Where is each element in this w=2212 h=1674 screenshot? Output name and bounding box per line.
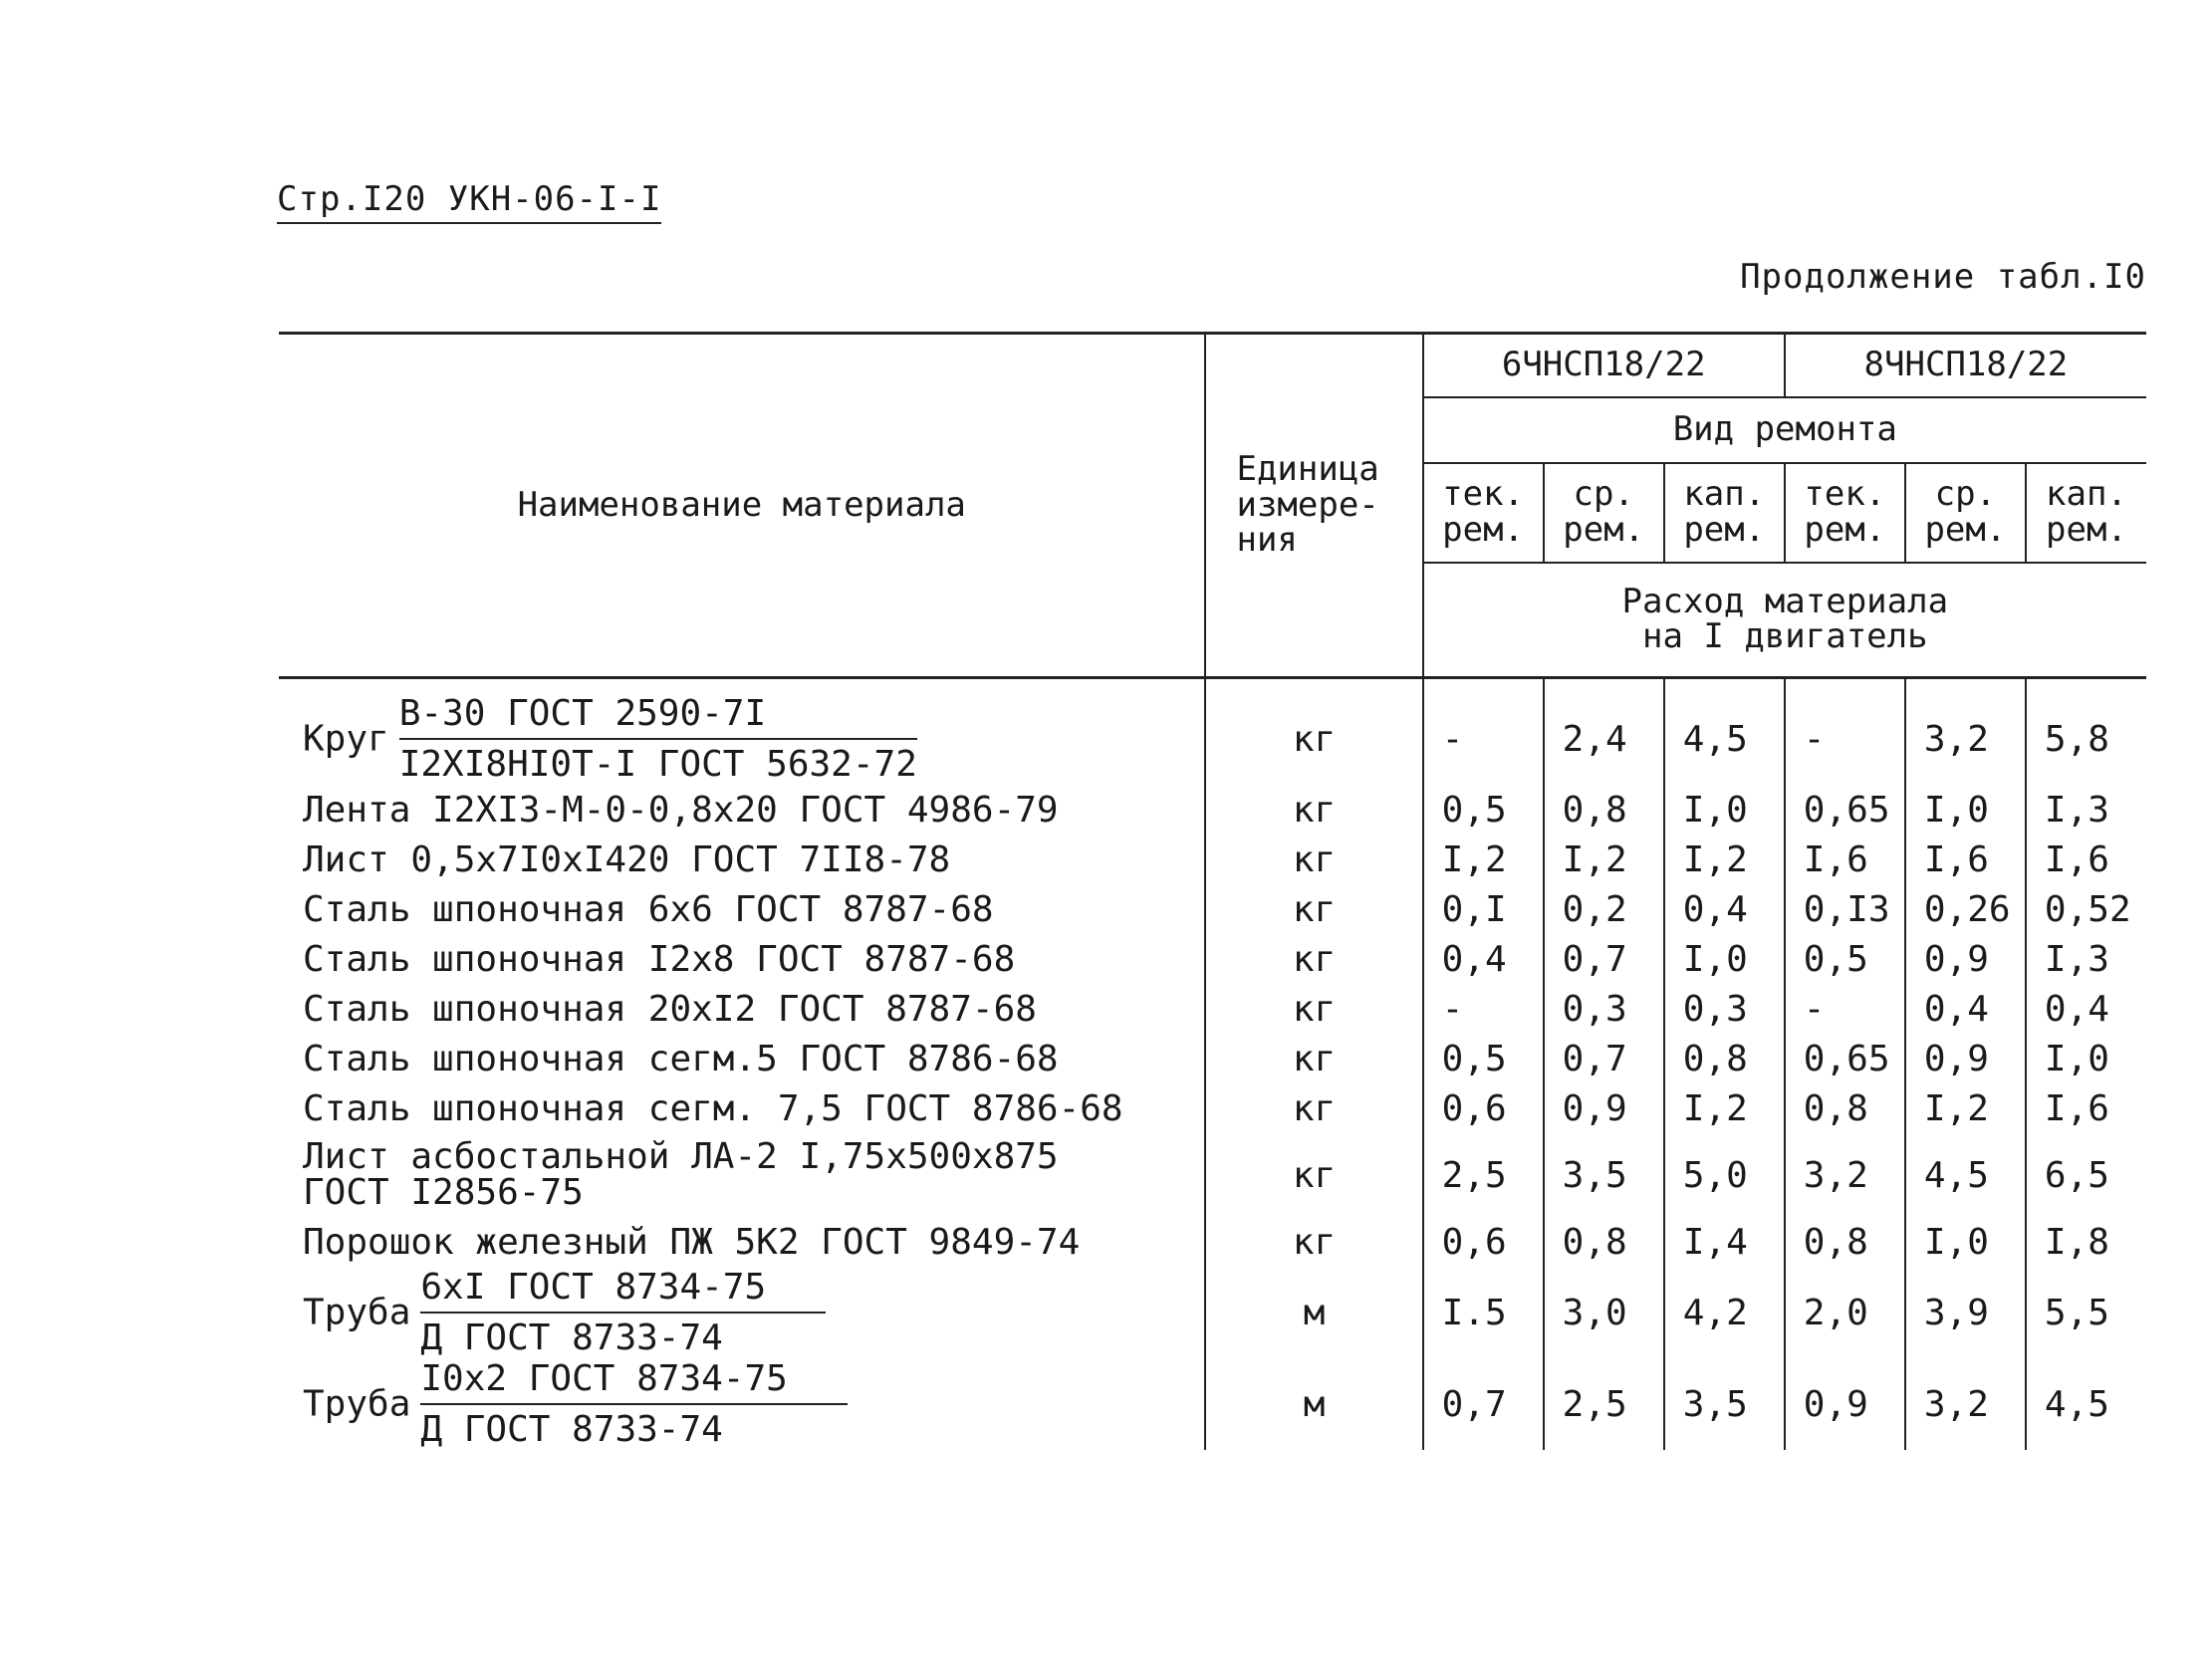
value-cell: 0,26 — [1905, 884, 2026, 934]
unit-cell: кг — [1205, 1034, 1422, 1083]
value-cell: 3,5 — [1664, 1358, 1785, 1450]
value-cell: 0,8 — [1544, 785, 1664, 835]
value-cell: - — [1785, 984, 1905, 1034]
unit-cell: кг — [1205, 984, 1422, 1034]
value-cell: 2,4 — [1544, 678, 1664, 786]
table-row — [279, 1267, 2146, 1358]
value-cell: 0,3 — [1544, 984, 1664, 1034]
unit-cell: м — [1205, 1267, 1422, 1358]
value-cell: 0,5 — [1423, 785, 1544, 835]
value-cell: 0,4 — [1423, 934, 1544, 984]
value-cell: 2,5 — [1423, 1133, 1544, 1217]
value-cell: 0,3 — [1664, 984, 1785, 1034]
table-row — [279, 884, 2146, 934]
value-cell: I,6 — [1785, 835, 1905, 884]
value-cell: I,2 — [1544, 835, 1664, 884]
value-cell: 0,9 — [1905, 934, 2026, 984]
header-consumption: Расход материала на I двигатель — [1423, 563, 2146, 678]
value-cell: 4,5 — [2026, 1358, 2146, 1450]
value-cell: 0,8 — [1785, 1083, 1905, 1133]
value-cell: 0,8 — [1544, 1217, 1664, 1267]
value-cell: 3,2 — [1905, 1358, 2026, 1450]
table-row — [279, 1034, 2146, 1083]
header-model-8: 8ЧНСП18/22 — [1785, 334, 2146, 397]
value-cell: 0,7 — [1544, 934, 1664, 984]
table-row — [279, 1358, 2146, 1450]
value-cell: I,2 — [1423, 835, 1544, 884]
material-name: Сталь шпоночная сегм. 7,5 ГОСТ 8786-68 — [303, 1087, 1123, 1129]
value-cell: 0,4 — [2026, 984, 2146, 1034]
value-cell: 4,5 — [1905, 1133, 2026, 1217]
header-repair-kind: ср. рем. — [1544, 463, 1664, 563]
table-row — [279, 934, 2146, 984]
unit-cell: м — [1205, 1358, 1422, 1450]
value-cell: I,3 — [2026, 934, 2146, 984]
value-cell: I,0 — [1664, 785, 1785, 835]
value-cell: 2,5 — [1544, 1358, 1664, 1450]
value-cell: - — [1423, 678, 1544, 786]
materials-table — [279, 332, 2146, 1450]
material-name: Лист асбостальной ЛА-2 I,75x500x875 ГОСТ I2856-75 — [303, 1136, 1059, 1213]
unit-cell: кг — [1205, 678, 1422, 786]
value-cell: I,0 — [2026, 1034, 2146, 1083]
value-cell: I,8 — [2026, 1217, 2146, 1267]
value-cell: 0,9 — [1785, 1358, 1905, 1450]
value-cell: 0,4 — [1664, 884, 1785, 934]
table-continuation-label: Продолжение табл.I0 — [1740, 257, 2146, 297]
value-cell: 3,5 — [1544, 1133, 1664, 1217]
header-repair-kind: тек. рем. — [1785, 463, 1905, 563]
value-cell: 3,0 — [1544, 1267, 1664, 1358]
value-cell: I,2 — [1664, 1083, 1785, 1133]
value-cell: 0,7 — [1423, 1358, 1544, 1450]
value-cell: 0,52 — [2026, 884, 2146, 934]
material-name: Лист 0,5x7I0xI420 ГОСТ 7II8-78 — [303, 838, 951, 880]
value-cell: 4,5 — [1664, 678, 1785, 786]
value-cell: I,0 — [1664, 934, 1785, 984]
table-row — [279, 678, 2146, 786]
material-name: Лента I2XI3-M-0-0,8x20 ГОСТ 4986-79 — [303, 789, 1059, 831]
table-row — [279, 785, 2146, 835]
value-cell: 0,65 — [1785, 1034, 1905, 1083]
value-cell: 0,8 — [1785, 1217, 1905, 1267]
value-cell: I,2 — [1664, 835, 1785, 884]
value-cell: 0,6 — [1423, 1083, 1544, 1133]
unit-cell: кг — [1205, 835, 1422, 884]
material-name: Труба $\frac{\text{6xI ГОСТ 8734-75}}{\text{Д ГОСТ 8733-74}}$ — [279, 1267, 1205, 1358]
value-cell: 0,9 — [1544, 1083, 1664, 1133]
header-model-6: 6ЧНСП18/22 — [1423, 334, 1785, 397]
header-name-column: Наименование материала — [279, 334, 1205, 678]
header-repair-kind: тек. рем. — [1423, 463, 1544, 563]
value-cell: 3,2 — [1785, 1133, 1905, 1217]
value-cell: 6,5 — [2026, 1133, 2146, 1217]
value-cell: 3,9 — [1905, 1267, 2026, 1358]
unit-cell: кг — [1205, 934, 1422, 984]
unit-cell: кг — [1205, 785, 1422, 835]
unit-cell: кг — [1205, 1217, 1422, 1267]
header-repair-kind: кап. рем. — [1664, 463, 1785, 563]
value-cell: 3,2 — [1905, 678, 2026, 786]
value-cell: 0,7 — [1544, 1034, 1664, 1083]
table-row — [279, 1133, 2146, 1217]
material-name: Сталь шпоночная 6x6 ГОСТ 8787-68 — [303, 888, 994, 930]
value-cell: 5,5 — [2026, 1267, 2146, 1358]
value-cell: - — [1785, 678, 1905, 786]
value-cell: I,6 — [2026, 835, 2146, 884]
unit-cell: кг — [1205, 1083, 1422, 1133]
value-cell: I,3 — [2026, 785, 2146, 835]
value-cell: I.5 — [1423, 1267, 1544, 1358]
value-cell: I,2 — [1905, 1083, 2026, 1133]
page-reference: Стр.I20 УКН-06-I-I — [277, 179, 661, 224]
material-name: Порошок железный ПЖ 5К2 ГОСТ 9849-74 — [303, 1221, 1081, 1263]
value-cell: I,0 — [1905, 1217, 2026, 1267]
value-cell: 5,0 — [1664, 1133, 1785, 1217]
value-cell: 0,I3 — [1785, 884, 1905, 934]
value-cell: 5,8 — [2026, 678, 2146, 786]
material-name: Труба $\frac{\text{I0x2 ГОСТ 8734-75}}{\text{Д ГОСТ 8733-74}}$ — [279, 1358, 1205, 1450]
table-row — [279, 984, 2146, 1034]
value-cell: I,4 — [1664, 1217, 1785, 1267]
value-cell: 0,5 — [1785, 934, 1905, 984]
value-cell: I,0 — [1905, 785, 2026, 835]
material-name: Сталь шпоночная I2x8 ГОСТ 8787-68 — [303, 938, 1016, 980]
value-cell: 0,4 — [1905, 984, 2026, 1034]
value-cell: 0,I — [1423, 884, 1544, 934]
table-row — [279, 1083, 2146, 1133]
value-cell: 0,65 — [1785, 785, 1905, 835]
value-cell: 0,6 — [1423, 1217, 1544, 1267]
value-cell: - — [1423, 984, 1544, 1034]
header-repair-kind: кап. рем. — [2026, 463, 2146, 563]
value-cell: I,6 — [1905, 835, 2026, 884]
header-unit-column: Единица измере- ния — [1205, 334, 1422, 678]
table-row — [279, 835, 2146, 884]
header-repair-type: Вид ремонта — [1423, 397, 2146, 463]
material-name: Круг $\frac{\text{В-30 ГОСТ 2590-7I}}{\text{I2XI8HI0T-I ГОСТ 5632-72}}$ — [303, 693, 917, 785]
value-cell: 4,2 — [1664, 1267, 1785, 1358]
value-cell: I,6 — [2026, 1083, 2146, 1133]
unit-cell: кг — [1205, 884, 1422, 934]
value-cell: 0,8 — [1664, 1034, 1785, 1083]
value-cell: 0,2 — [1544, 884, 1664, 934]
value-cell: 0,9 — [1905, 1034, 2026, 1083]
unit-cell: кг — [1205, 1133, 1422, 1217]
material-name: Сталь шпоночная сегм.5 ГОСТ 8786-68 — [303, 1038, 1059, 1079]
value-cell: 2,0 — [1785, 1267, 1905, 1358]
material-name: Сталь шпоночная 20xI2 ГОСТ 8787-68 — [303, 988, 1037, 1030]
header-repair-kind: ср. рем. — [1905, 463, 2026, 563]
value-cell: 0,5 — [1423, 1034, 1544, 1083]
table-row — [279, 1217, 2146, 1267]
